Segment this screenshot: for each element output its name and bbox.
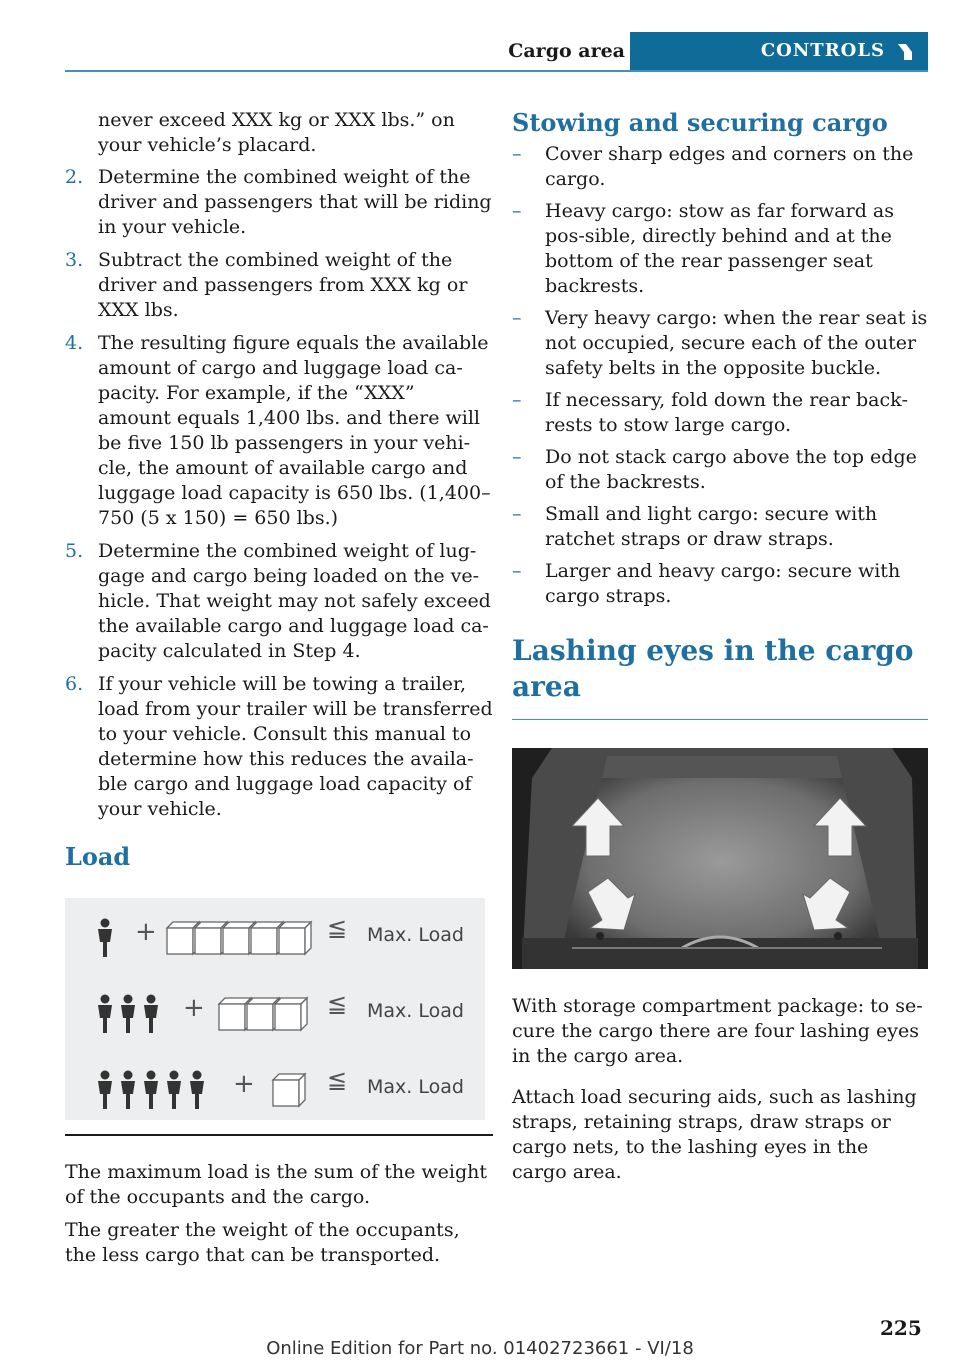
step-number: 6. [65,673,84,695]
step-number: 2. [65,166,84,188]
page-number: 225 [880,1316,922,1340]
cargo-boxes-icon [165,918,315,958]
bullet-text: If necessary, fold down the rear back‐rests to stow large cargo. [545,389,909,436]
bullet-text: Heavy cargo: stow as far forward as pos‐sible, directly behind and at the bottom of the rear passenger seat backrests. [545,200,894,297]
step-text: If your vehicle will be towing a trailer, load from your trailer will be transferred to your vehicle. Consult this manual to determine how this reduces the availa‐ble cargo and luggage load capacity of your vehicle. [98,673,493,820]
list-item [512,502,928,552]
list-item [65,331,493,531]
load-heading: Load [65,842,131,871]
bullet-text: Larger and heavy cargo: secure with cargo straps. [545,560,901,607]
step-text: The resulting figure equals the available amount of cargo and luggage load ca‐pacity. For example, if the “XXX” amount equals 1,400 lbs. and there will be five 150 lb passengers in your vehi‐cle, the amount of available cargo and luggage load capacity is 650 lbs. (1,400– 750 (5 x 150) = 650 lbs.) [98,332,491,529]
bullet-text: Small and light cargo: secure with ratchet straps or draw straps. [545,503,878,550]
bullet-dash: – [512,389,522,411]
cargo-boxes-icon [217,994,313,1034]
three-persons-icon [95,994,165,1034]
bullet-dash: – [512,307,522,329]
bullet-dash: – [512,446,522,468]
lashing-heading: Lashing eyes in the cargo area [512,634,914,703]
plus-sign: + [233,1069,255,1099]
bullet-dash: – [512,560,522,582]
lashing-paragraph: Attach load securing aids, such as lashing straps, retaining straps, draw straps or cargo nets, to the lashing eyes in the cargo area. [512,1086,917,1183]
load-row-five-persons [65,1058,485,1118]
max-load-label: Max. Load [367,1000,464,1022]
bullet-dash: – [512,143,522,165]
list-item [512,445,928,495]
load-row-one-person [65,906,485,966]
step-number: 4. [65,332,84,354]
heading-rule [512,719,928,720]
steering-wheel-icon [894,40,916,62]
list-item [512,388,928,438]
step-text: Determine the combined weight of lug‐gage and cargo being loaded on the ve‐hicle. That weight may not safely exceed the available cargo and luggage load ca‐pacity calculated in Step 4. [98,540,491,662]
continuation-text: never exceed XXX kg or XXX lbs.” on your vehicle’s placard. [98,109,455,156]
left-column [65,108,493,1268]
chapter-tab [630,32,928,70]
cargo-box-icon [271,1070,311,1110]
list-item [512,559,928,609]
list-item [65,248,493,323]
right-column [512,108,928,1185]
max-load-label: Max. Load [367,1076,464,1098]
bullet-dash: – [512,200,522,222]
plus-sign: + [135,917,157,947]
bullet-text: Cover sharp edges and corners on the cargo. [545,143,914,190]
step-text: Subtract the combined weight of the driver and passengers from XXX kg or XXX lbs. [98,249,468,321]
header-rule [65,70,928,72]
stowing-heading: Stowing and securing cargo [512,108,888,137]
max-load-label: Max. Load [367,924,464,946]
chapter-label: CONTROLS [760,40,885,61]
load-paragraph: The maximum load is the sum of the weight of the occupants and the cargo. [65,1161,488,1208]
lashing-paragraph: With storage compartment package: to se‐cure the cargo there are four lashing eyes in the cargo area. [512,995,923,1067]
list-item [65,672,493,822]
figure-rule [65,1134,493,1136]
step-number: 3. [65,249,84,271]
less-equal-sign: ≦ [327,1066,348,1094]
list-item [512,142,928,192]
bullet-text: Do not stack cargo above the top edge of the backrests. [545,446,917,493]
load-row-three-persons [65,982,485,1042]
running-header-section: Cargo area [508,40,625,62]
bullet-dash: – [512,503,522,525]
list-item [65,539,493,664]
step-number: 5. [65,540,84,562]
load-paragraph: The greater the weight of the occupants, the less cargo that can be transported. [65,1219,460,1266]
plus-sign: + [183,993,205,1023]
footer-edition: Online Edition for Part no. 01402723661 - VI/18 [266,1338,694,1359]
cargo-area-photo [512,748,928,969]
list-item [512,199,928,299]
load-diagram [65,898,485,1120]
step-text: Determine the combined weight of the driver and passengers that will be riding in your vehicle. [98,166,492,238]
person-icon [95,918,115,958]
bullet-text: Very heavy cargo: when the rear seat is not occupied, secure each of the outer safety belts in the opposite buckle. [545,307,928,379]
five-persons-icon [95,1070,211,1110]
list-item [512,306,928,381]
less-equal-sign: ≦ [327,914,348,942]
less-equal-sign: ≦ [327,990,348,1018]
list-item [65,165,493,240]
